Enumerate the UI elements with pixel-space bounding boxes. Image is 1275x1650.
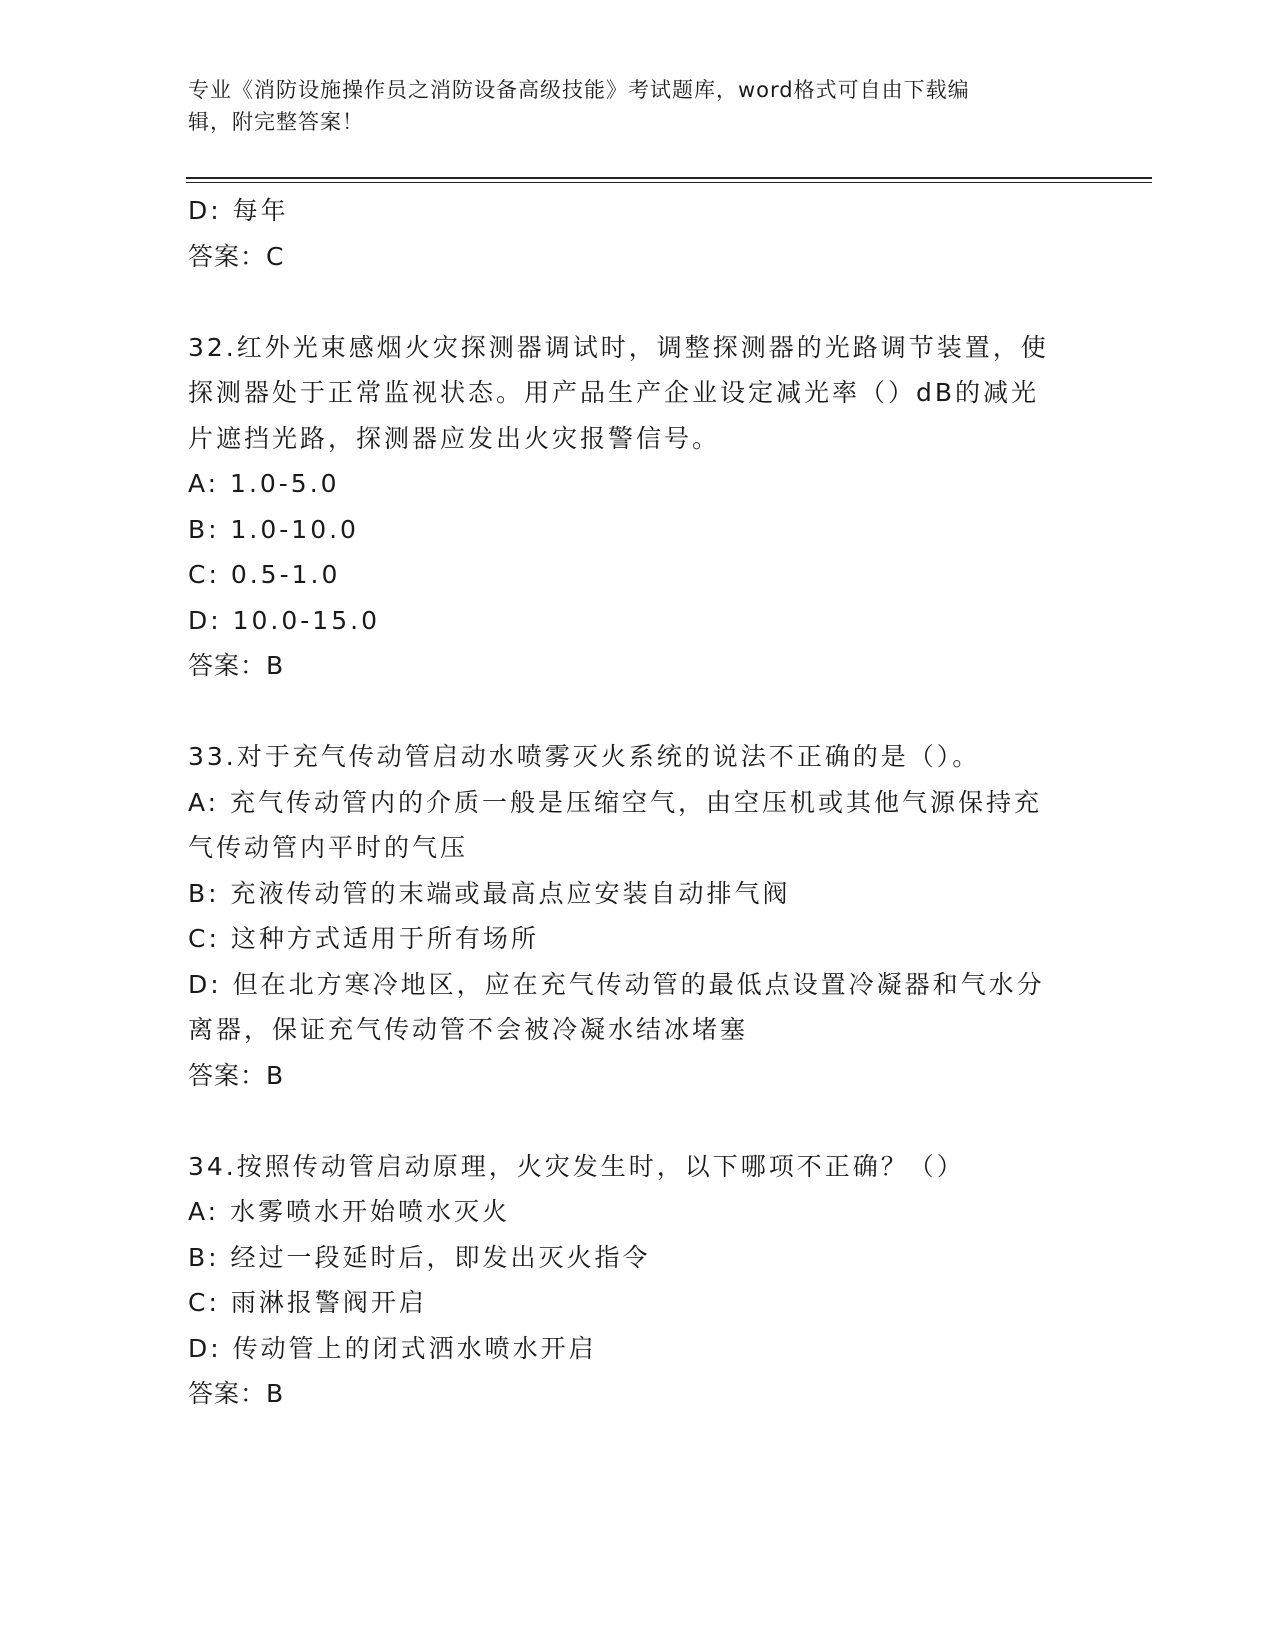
question-list (188, 188, 1088, 1417)
document-header (188, 74, 1078, 138)
question-text-line: 33.对于充气传动管启动水喷雾灭火系统的说法不正确的是（）。 (188, 742, 981, 771)
option-b: B: 1.0-10.0 (188, 514, 359, 544)
option-d: D: 传动管上的闭式洒水喷水开启 (188, 1333, 597, 1363)
option-a: A: 充气传动管内的介质一般是压缩空气，由空压机或其他气源保持充 (188, 787, 1043, 817)
option-d: D: 但在北方寒冷地区，应在充气传动管的最低点设置冷凝器和气水分 (188, 969, 1045, 999)
answer: 答案：B (188, 1060, 285, 1090)
option-a: A: 1.0-5.0 (188, 469, 340, 498)
option-b: B: 经过一段延时后，即发出灭火指令 (188, 1242, 651, 1272)
question-33 (188, 734, 1088, 1098)
header-divider-thin (186, 182, 1152, 183)
option-d-continued: 离器，保证充气传动管不会被冷凝水结冰堵塞 (188, 1015, 749, 1044)
option-d-continued: D: 每年 (188, 196, 289, 225)
question-32 (188, 325, 1088, 689)
answer: 答案：B (188, 651, 285, 680)
answer: 答案：B (188, 1379, 285, 1408)
option-c: C: 这种方式适用于所有场所 (188, 924, 539, 953)
question-34 (188, 1144, 1088, 1417)
question-text-line: 34.按照传动管启动原理，火灾发生时，以下哪项不正确？（） (188, 1151, 965, 1181)
option-b: B: 充液传动管的末端或最高点应安装自动排气阀 (188, 878, 791, 908)
question-text-line: 32.红外光束感烟火灾探测器调试时，调整探测器的光路调节装置，使 (188, 332, 1049, 362)
option-a: A: 水雾喷水开始喷水灭火 (188, 1197, 511, 1226)
header-line-1: 专业《消防设施操作员之消防设备高级技能》考试题库，word格式可自由下载编 (188, 78, 970, 102)
option-d: D: 10.0-15.0 (188, 605, 380, 635)
option-c: C: 0.5-1.0 (188, 560, 341, 589)
answer-continued: 答案：C (188, 241, 285, 271)
option-c: C: 雨淋报警阀开启 (188, 1288, 427, 1317)
question-text-line: 探测器处于正常监视状态。用产品生产企业设定减光率（）dB的减光 (188, 378, 1040, 407)
header-divider-thick (186, 177, 1152, 179)
option-a-continued: 气传动管内平时的气压 (188, 833, 469, 862)
question-text-line: 片遮挡光路，探测器应发出火灾报警信号。 (188, 423, 721, 453)
header-line-2: 辑，附完整答案！ (188, 110, 364, 134)
